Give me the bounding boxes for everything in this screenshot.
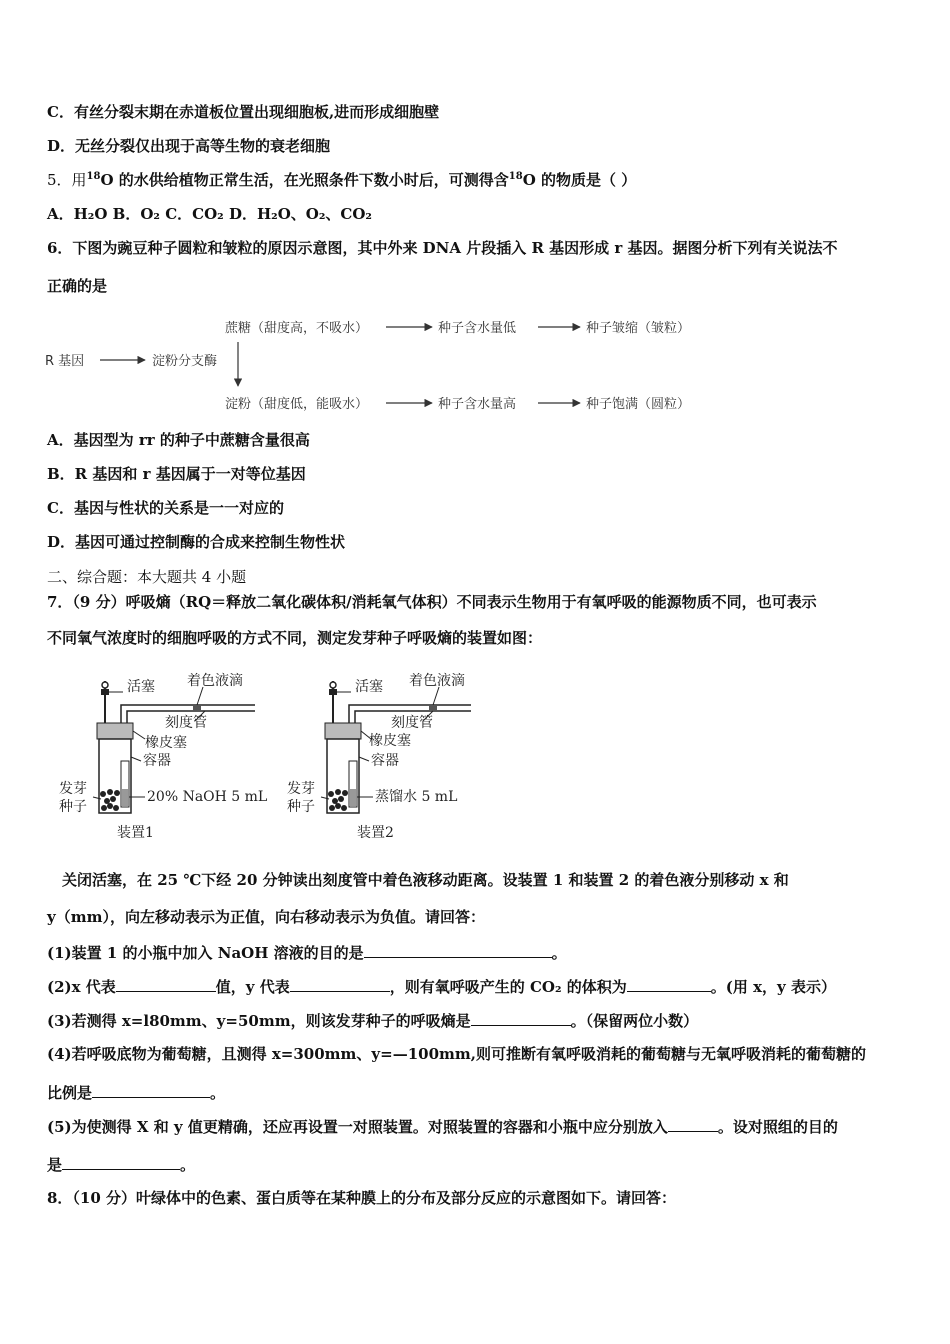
q7-part-2 xyxy=(47,976,836,997)
answer-blank[interactable] xyxy=(364,942,552,958)
q7-part-4-line2 xyxy=(47,1082,225,1103)
answer-blank[interactable] xyxy=(116,976,216,992)
q8-stem: 8．（10 分）叶绿体中的色素、蛋白质等在某种膜上的分布及部分反应的示意图如下。请回答： xyxy=(47,1189,677,1207)
round-label: 种子饱满（圆粒） xyxy=(586,397,691,412)
q7-part-4-end: 。 xyxy=(210,1084,226,1102)
high-water-label: 种子含水量高 xyxy=(438,397,517,412)
q7-part-2-text: ，则有氧呼吸产生的 CO₂ 的体积为 xyxy=(389,978,627,996)
q7-part-1-text: (1)装置 1 的小瓶中加入 NaOH 溶液的目的是 xyxy=(47,944,364,962)
sucrose-label: 蔗糖（甜度高，不吸水） xyxy=(225,321,369,336)
q6-option-a: A．基因型为 rr 的种子中蔗糖含量很高 xyxy=(47,431,310,449)
stopcock-label: 活塞 xyxy=(127,679,155,695)
q4-option-c: C．有丝分裂末期在赤道板位置出现细胞板,进而形成细胞壁 xyxy=(47,103,440,121)
seed-label-2: 种子 xyxy=(59,799,87,815)
stopcock-label: 活塞 xyxy=(355,679,383,695)
answer-blank[interactable] xyxy=(627,976,711,992)
droplet-label: 着色液滴 xyxy=(409,673,465,689)
superscript-18: 18 xyxy=(86,171,101,182)
seed-label-1: 发芽 xyxy=(59,781,87,797)
q6-option-d: D．基因可通过控制酶的合成来控制生物性状 xyxy=(47,533,346,551)
q7-part-2-text: 值，y 代表 xyxy=(215,978,290,996)
q5-stem-part: O 的水供给植物正常生活，在光照条件下数小时后，可测得含 xyxy=(100,171,509,189)
q7-part-5-end: 。 xyxy=(180,1156,196,1174)
water-label: 蒸馏水 5 mL xyxy=(375,789,458,805)
answer-blank[interactable] xyxy=(471,1010,571,1026)
q6-stem-line2: 正确的是 xyxy=(47,277,108,295)
superscript-18: 18 xyxy=(508,171,523,182)
q5-stem xyxy=(47,170,636,190)
q7-intro-line2: y（mm），向左移动表示为正值，向右移动表示为负值。请回答： xyxy=(47,908,485,926)
q7-part-5-text: 是 xyxy=(47,1156,63,1174)
q7-intro-line1: 关闭活塞，在 25 ℃下经 20 分钟读出刻度管中着色液移动距离。设装置 1 和装置 2 的着色液分别移动 x 和 xyxy=(62,871,789,889)
q7-part-5-text: 。设对照组的目的 xyxy=(717,1118,838,1136)
apparatus-1-caption: 装置1 xyxy=(117,825,154,841)
q5-options: A．H₂O B．O₂ C．CO₂ D．H₂O、O₂、CO₂ xyxy=(47,205,372,223)
q7-part-3-end: 。（保留两位小数） xyxy=(570,1012,699,1030)
answer-blank[interactable] xyxy=(92,1082,210,1098)
enzyme-label: 淀粉分支酶 xyxy=(152,354,218,369)
q7-part-4-line1: (4)若呼吸底物为葡萄糖，且测得 x=300mm、y=—100mm,则可推断有氧呼吸消耗的葡萄糖与无氧呼吸消耗的葡萄糖的 xyxy=(47,1045,866,1063)
stopper-label: 橡皮塞 xyxy=(369,733,411,749)
answer-blank[interactable] xyxy=(668,1116,718,1132)
tube-label: 刻度管 xyxy=(391,715,433,731)
q6-option-c: C．基因与性状的关系是一一对应的 xyxy=(47,499,284,517)
apparatus-2-figure xyxy=(283,665,513,845)
q5-stem-part: O 的物质是（ ） xyxy=(522,171,637,189)
q7-part-5-line1 xyxy=(47,1116,838,1137)
q7-part-5-line2 xyxy=(47,1154,195,1175)
starch-label: 淀粉（甜度低，能吸水） xyxy=(225,397,369,412)
q7-part-2-end: 。(用 x，y 表示） xyxy=(710,978,836,996)
r-gene-label: R 基因 xyxy=(45,354,85,369)
q7-part-5-text: (5)为使测得 X 和 y 值更精确，还应再设置一对照装置。对照装置的容器和小瓶中应分别放入 xyxy=(47,1118,668,1136)
answer-blank[interactable] xyxy=(62,1154,180,1170)
q6-stem-line1: 6．下图为豌豆种子圆粒和皱粒的原因示意图，其中外来 DNA 片段插入 R 基因形成 r 基因。据图分析下列有关说法不 xyxy=(47,239,838,257)
q7-stem-line1: 7．（9 分）呼吸熵（RQ＝释放二氧化碳体积/消耗氧气体积）不同表示生物用于有氧呼吸的能源物质不同，也可表示 xyxy=(47,593,817,611)
seed-label-2: 种子 xyxy=(287,799,315,815)
container-label: 容器 xyxy=(143,753,171,769)
q5-stem-part: 5．用 xyxy=(47,171,87,189)
q4-option-d: D．无丝分裂仅出现于高等生物的衰老细胞 xyxy=(47,137,331,155)
answer-blank[interactable] xyxy=(290,976,390,992)
q7-part-1 xyxy=(47,942,567,963)
q7-stem-line2: 不同氧气浓度时的细胞呼吸的方式不同，测定发芽种子呼吸熵的装置如图： xyxy=(47,629,543,647)
pea-seed-diagram xyxy=(40,312,720,418)
seed-label-1: 发芽 xyxy=(287,781,315,797)
q7-part-3-text: (3)若测得 x=l80mm、y=50mm，则该发芽种子的呼吸熵是 xyxy=(47,1012,471,1030)
container-label: 容器 xyxy=(371,753,399,769)
section-heading: 二、综合题：本大题共 4 小题 xyxy=(47,568,247,586)
q7-part-3 xyxy=(47,1010,698,1031)
naoh-label: 20% NaOH 5 mL xyxy=(147,789,268,805)
q6-option-b: B．R 基因和 r 基因属于一对等位基因 xyxy=(47,465,306,483)
droplet-label: 着色液滴 xyxy=(187,673,243,689)
q7-part-2-text: (2)x 代表 xyxy=(47,978,116,996)
low-water-label: 种子含水量低 xyxy=(438,321,517,336)
wrinkled-label: 种子皱缩（皱粒） xyxy=(586,321,691,336)
apparatus-2-caption: 装置2 xyxy=(357,825,394,841)
stopper-label: 橡皮塞 xyxy=(145,735,187,751)
q7-part-1-end: 。 xyxy=(551,944,567,962)
apparatus-1-figure xyxy=(55,665,285,845)
q7-part-4-text: 比例是 xyxy=(47,1084,93,1102)
tube-label: 刻度管 xyxy=(165,715,207,731)
